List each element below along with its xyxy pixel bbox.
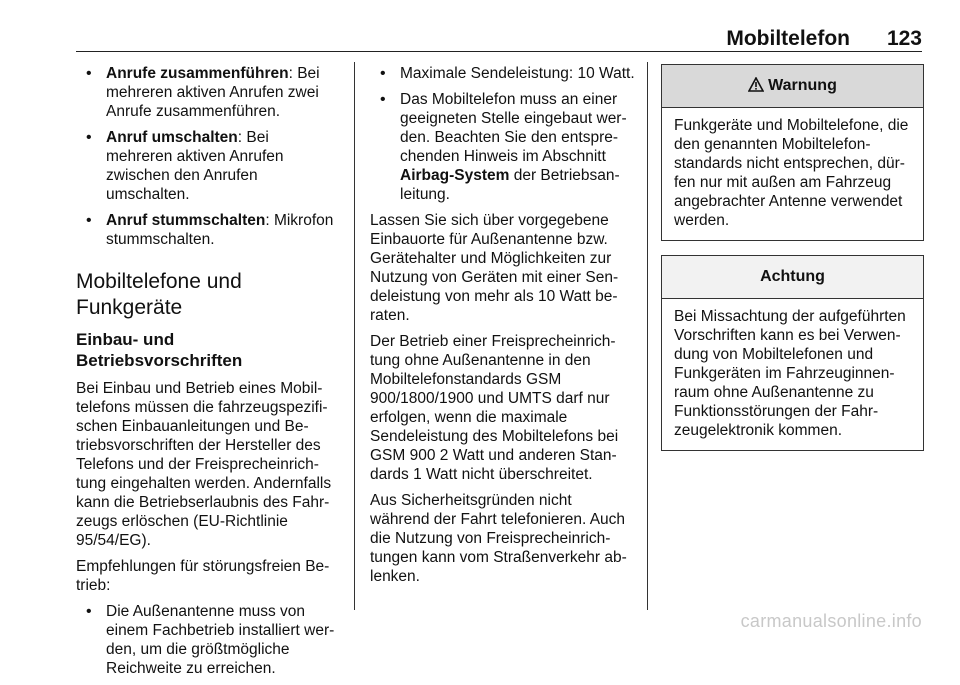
list-item [76, 602, 338, 678]
page-number: 123 [886, 27, 922, 50]
column-middle [370, 64, 635, 593]
list-item [76, 211, 338, 249]
list-item-term: Anruf umschalten [106, 129, 238, 146]
column-divider [647, 62, 648, 610]
caution-box-text: Bei Missachtung der aufgeführten Vorschriften kann es bei Verwendung von Mobiltelefonen und Funkgeräten im Fahrzeuginnenraum ohne Außenantenne zu Funktionsstörungen der Fahrzeugelektronik kommen. [674, 308, 906, 439]
list-item-term: Airbag-System [400, 167, 510, 184]
paragraph: Empfehlungen für störungsfreien Betrieb: [76, 558, 330, 594]
caution-box-header [662, 256, 923, 299]
warning-box-title: Warnung [768, 77, 837, 94]
caution-box [661, 255, 924, 451]
paragraph: Aus Sicherheitsgründen nicht während der Fahrt telefonieren. Auch die Nutzung von Freisprecheinrichtungen kann vom Straßenverkehr ablenken. [370, 492, 627, 585]
section-heading: Mobiltelefone und Funkgeräte [76, 270, 242, 319]
page-title: Mobiltelefon [726, 27, 850, 50]
list-item-text: der Betriebsanleitung. [400, 167, 620, 203]
column-left [76, 64, 338, 685]
page-header [76, 27, 922, 51]
list-item [370, 90, 635, 204]
list-item [370, 64, 635, 83]
paragraph: Lassen Sie sich über vorgegebene Einbauorte für Außenantenne bzw. Gerätehalter und Möglichkeiten zur Nutzung von Geräten mit einer Sendeleistung von mehr als 10 Watt beraten. [370, 212, 619, 324]
watermark: carmanualsonline.info [740, 611, 922, 631]
paragraph: Der Betrieb einer Freisprecheinrichtung ohne Außenantenne in den Mobiltelefonstandards GSM 900/1800/1900 und UMTS darf nur erfolgen, wenn die maximale Sendeleistung des Mobiltelefons bei GSM 900 2 Watt und anderen Standards 1 Watt nicht überschreitet. [370, 333, 619, 483]
list-item-text: Das Mobiltelefon muss an einer geeigneten Stelle eingebaut werden. Beachten Sie den entsprechenden Hinweis im Abschnitt [400, 91, 627, 165]
subsection-heading: Einbau- und Betriebsvorschriften [76, 330, 243, 370]
list-item [76, 128, 338, 204]
warning-triangle-icon [748, 67, 764, 109]
list-item-text: Die Außenantenne muss von einem Fachbetrieb installiert werden, um die größtmögliche Reichweite zu erreichen. [106, 603, 335, 677]
column-right [661, 64, 924, 463]
header-rule [76, 51, 922, 52]
caution-box-title: Achtung [760, 268, 825, 285]
warning-box-header [662, 65, 923, 108]
list-item-text: : Bei mehreren aktiven Anrufen zwischen den Anrufen umschalten. [106, 129, 284, 203]
warning-box [661, 64, 924, 241]
paragraph: Bei Einbau und Betrieb eines Mobiltelefons müssen die fahrzeugspezifischen Einbauanleitungen und Betriebsvorschriften der Hersteller des Telefons und der Freisprecheinrichtung eingehalten werden. Andernfalls kann die Betriebserlaubnis des Fahrzeugs erlöschen (EU-Richtlinie 95/54/EG). [76, 380, 332, 549]
column-divider [354, 62, 355, 610]
list-item-term: Anrufe zusammenführen [106, 65, 289, 82]
list-item-text: : Bei mehreren aktiven Anrufen zwei Anrufe zusammenführen. [106, 65, 320, 120]
list-item [76, 64, 338, 121]
list-item-text: Maximale Sendeleistung: 10 Watt. [400, 65, 635, 82]
list-item-term: Anruf stummschalten [106, 212, 266, 229]
list-item-text: : Mikrofon stummschalten. [106, 212, 334, 248]
warning-box-text: Funkgeräte und Mobiltelefone, die den genannten Mobiltelefonstandards nicht entsprechen, dürfen nur mit außen am Fahrzeug angebrachter Antenne verwendet werden. [674, 117, 909, 229]
